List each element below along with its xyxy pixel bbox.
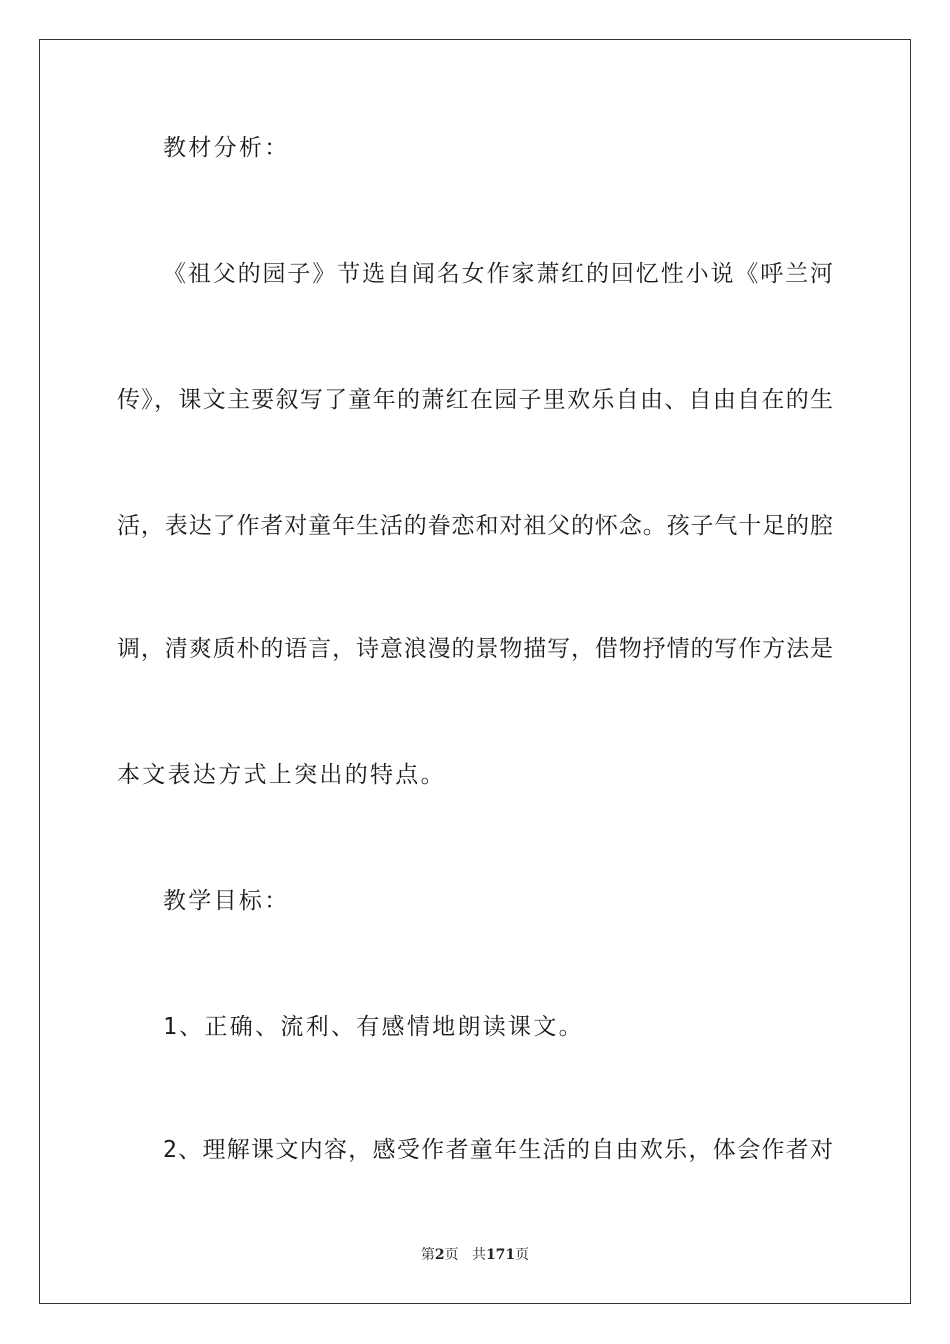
footer-prefix: 第	[420, 1247, 435, 1263]
paragraph-line-4: 调，清爽质朴的语言，诗意浪漫的景物描写，借物抒情的写作方法是	[117, 636, 833, 662]
goal-item-2: 2、理解课文内容，感受作者童年生活的自由欢乐，体会作者对	[163, 1137, 833, 1163]
footer-page-suffix: 页	[444, 1247, 459, 1263]
paragraph-line-3: 活，表达了作者对童年生活的眷恋和对祖父的怀念。孩子气十足的腔	[117, 513, 833, 539]
heading-teaching-goals: 教学目标：	[163, 888, 290, 914]
paragraph-line-2: 传》，课文主要叙写了童年的萧红在园子里欢乐自由、自由自在的生	[117, 387, 833, 413]
paragraph-line-1: 《祖父的园子》节选自闻名女作家萧红的回忆性小说《呼兰河	[163, 261, 833, 287]
goal-item-1: 1、正确、流利、有感情地朗读课文。	[163, 1014, 584, 1040]
page-frame	[39, 39, 911, 1304]
footer-total-prefix: 共	[471, 1247, 486, 1263]
footer-current-page: 2	[434, 1247, 445, 1263]
heading-textbook-analysis: 教材分析：	[163, 135, 290, 161]
footer-total-pages: 171	[485, 1247, 516, 1263]
paragraph-line-5: 本文表达方式上突出的特点。	[117, 762, 446, 788]
footer-total-suffix: 页	[515, 1247, 530, 1263]
page-footer	[0, 1246, 950, 1264]
